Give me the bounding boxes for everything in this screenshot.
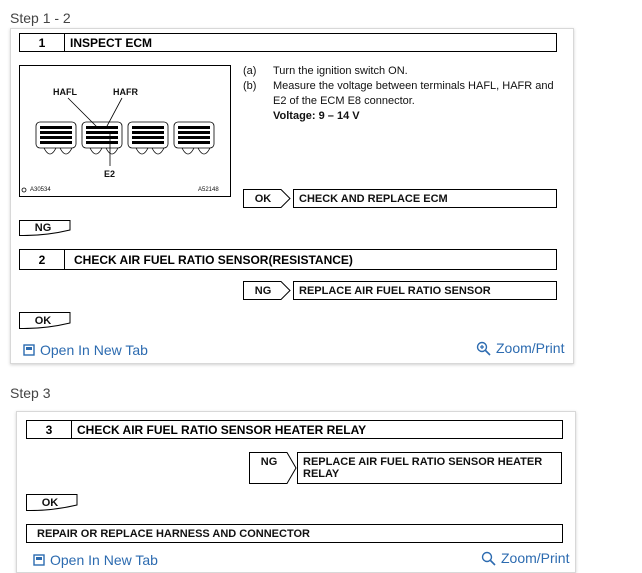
step-2-box [19,249,557,270]
step-3-label: Step 3 [10,385,51,401]
step-3-box [26,420,563,439]
pin-hafr-label: HAFR [113,87,138,97]
voltage-spec: Voltage: 9 – 14 V [273,110,360,122]
result-replace-af-sensor: REPLACE AIR FUEL RATIO SENSOR [293,281,557,300]
step-1-2-card [10,28,574,364]
step-1-2-label: Step 1 - 2 [10,10,71,26]
diagram-code-right: A52148 [198,187,219,193]
pin-e2-label: E2 [104,169,116,179]
ng-tag-2: NG [243,281,291,300]
instruction-b: (b) Measure the voltage between terminals HAFL, HAFR and [243,80,554,92]
open-tab-icon [23,344,35,356]
zoom-print-link-2[interactable]: Zoom/Print [481,550,569,566]
zoom-icon [481,551,496,566]
step-3-title: CHECK AIR FUEL RATIO SENSOR HEATER RELAY [77,422,367,437]
ng-tag-1: NG [19,220,71,236]
connector-drawing [20,66,232,198]
open-tab-icon [33,554,45,566]
step-1-number: 1 [20,34,65,51]
zoom-icon [476,341,491,356]
step-1-box [19,33,557,52]
step-3-number: 3 [27,421,72,438]
result-replace-ecm: CHECK AND REPLACE ECM [293,189,557,208]
pin-hafl-label: HAFL [53,87,77,97]
ok-tag-3: OK [26,494,78,511]
ok-tag-2: OK [19,312,71,329]
ok-tag-1: OK [243,189,291,208]
instruction-b-cont: E2 of the ECM E8 connector. [273,95,415,107]
ecm-connector-diagram [19,65,231,197]
open-in-new-tab-link-2[interactable]: Open In New Tab [33,552,158,568]
open-in-new-tab-link-1[interactable]: Open In New Tab [23,342,148,358]
zoom-print-link-1[interactable]: Zoom/Print [476,340,564,356]
result-replace-heater-relay: REPLACE AIR FUEL RATIO SENSOR HEATER RELAY [297,452,562,484]
step-2-title: CHECK AIR FUEL RATIO SENSOR(RESISTANCE) [74,252,353,267]
step-2-number: 2 [20,250,65,269]
result-repair-harness: REPAIR OR REPLACE HARNESS AND CONNECTOR [26,524,563,543]
step-1-title: INSPECT ECM [70,35,153,50]
instruction-a: (a) Turn the ignition switch ON. [243,65,408,77]
ng-tag-3: NG [249,452,297,484]
diagram-code-left: A30534 [30,187,51,193]
step-1-instructions [243,64,563,124]
step-3-card [16,411,576,573]
